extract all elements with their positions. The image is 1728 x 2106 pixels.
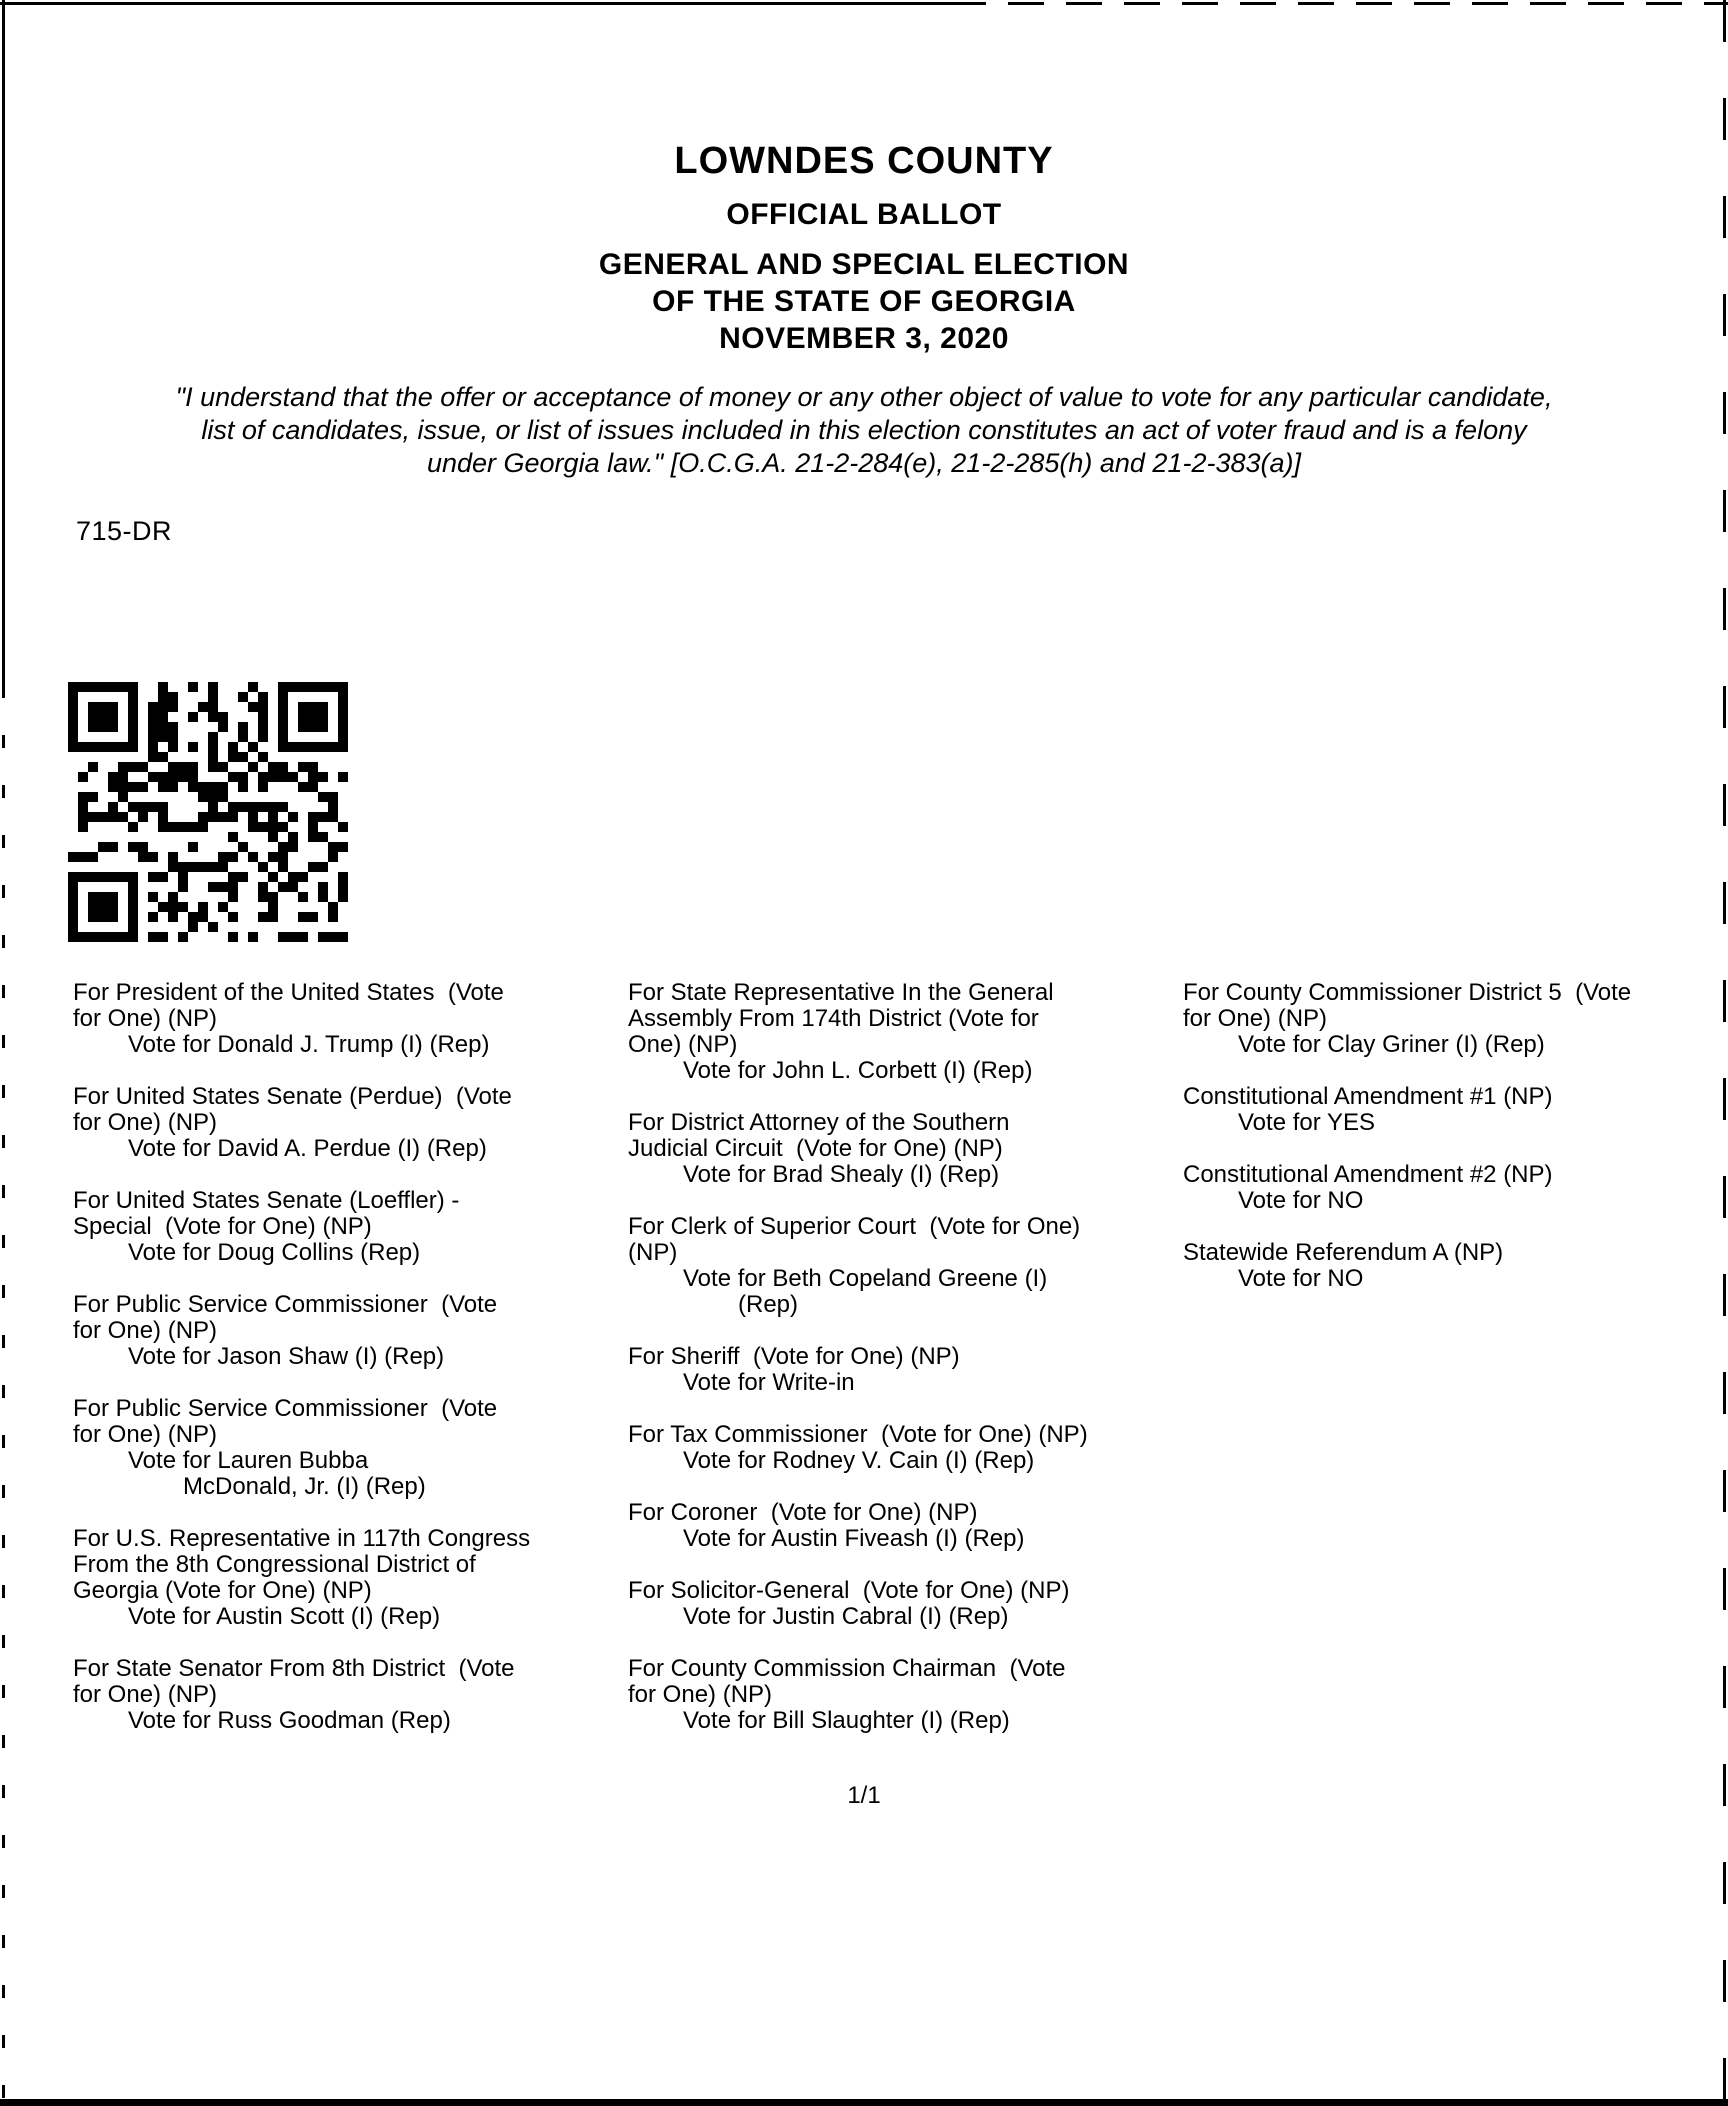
contest-title-line: for One) (NP) xyxy=(73,1421,218,1448)
vote-selection-line: Vote for NO xyxy=(1238,1265,1364,1292)
fraud-notice-line: "I understand that the offer or acceptance of money or any other object of value to vote for any particular candidate, xyxy=(175,382,1553,412)
contest-title-line: For District Attorney of the Southern xyxy=(628,1109,1010,1136)
vote-selection-line: Vote for Russ Goodman (Rep) xyxy=(128,1707,451,1734)
contest-title-line: Georgia (Vote for One) (NP) xyxy=(73,1577,372,1604)
contest-title-line: Judicial Circuit (Vote for One) (NP) xyxy=(628,1135,1003,1162)
contest-title-line: for One) (NP) xyxy=(73,1109,218,1136)
contest-block xyxy=(1183,980,1728,1058)
contest-title-line: For President of the United States (Vote xyxy=(73,979,504,1006)
page-edge-bottom-bar xyxy=(0,2099,1728,2106)
contest-column-1 xyxy=(73,980,633,1760)
page-edge-top-dashed xyxy=(950,2,1728,5)
vote-selection-line: Vote for Lauren Bubba xyxy=(128,1447,369,1474)
election-title-line: GENERAL AND SPECIAL ELECTION xyxy=(598,248,1130,281)
contest-block xyxy=(73,1526,633,1630)
vote-selection-line: Vote for Jason Shaw (I) (Rep) xyxy=(128,1343,445,1370)
page-number: 1/1 xyxy=(847,1782,881,1809)
contest-title-line: Constitutional Amendment #2 (NP) xyxy=(1183,1161,1553,1188)
contest-title-line: for One) (NP) xyxy=(628,1681,773,1708)
contest-title-line: For State Senator From 8th District (Vote xyxy=(73,1655,515,1682)
contest-title-line: Statewide Referendum A (NP) xyxy=(1183,1239,1504,1266)
contest-block xyxy=(1183,1162,1728,1214)
vote-selection-line: (Rep) xyxy=(738,1291,799,1318)
contest-column-3 xyxy=(1183,980,1728,1318)
vote-selection-line: Vote for YES xyxy=(1238,1109,1375,1136)
contest-block xyxy=(73,1084,633,1162)
fraud-notice-line: list of candidates, issue, or list of issues included in this election constitutes an act of voter fraud and is a felony xyxy=(201,415,1527,445)
vote-selection-line: Vote for David A. Perdue (I) (Rep) xyxy=(128,1135,487,1162)
contest-title-line: Special (Vote for One) (NP) xyxy=(73,1213,372,1240)
vote-selection-line: Vote for Austin Fiveash (I) (Rep) xyxy=(683,1525,1025,1552)
election-title-line: NOVEMBER 3, 2020 xyxy=(719,322,1009,355)
contest-block xyxy=(1183,1240,1728,1292)
contest-block xyxy=(628,1422,1188,1474)
contest-title-line: For Tax Commissioner (Vote for One) (NP) xyxy=(628,1421,1088,1448)
contest-title-line: For Sheriff (Vote for One) (NP) xyxy=(628,1343,960,1370)
contest-column-2 xyxy=(628,980,1188,1760)
vote-selection-line: Vote for NO xyxy=(1238,1187,1364,1214)
contest-title-line: For U.S. Representative in 117th Congress xyxy=(73,1525,531,1552)
ballot-style-code: 715-DR xyxy=(76,516,173,546)
vote-selection-line: Vote for Write-in xyxy=(683,1369,855,1396)
vote-selection-line: McDonald, Jr. (I) (Rep) xyxy=(183,1473,426,1500)
contest-block xyxy=(73,980,633,1058)
contest-title-line: for One) (NP) xyxy=(1183,1005,1328,1032)
contest-title-line: for One) (NP) xyxy=(73,1681,218,1708)
contest-block xyxy=(628,1110,1188,1188)
contest-block xyxy=(73,1188,633,1266)
vote-selection-line: Vote for Bill Slaughter (I) (Rep) xyxy=(683,1707,1010,1734)
county-title: LOWNDES COUNTY xyxy=(674,140,1054,182)
contest-block xyxy=(628,980,1188,1084)
contest-title-line: For Solicitor-General (Vote for One) (NP) xyxy=(628,1577,1070,1604)
contest-columns xyxy=(0,980,1728,1800)
ballot-title: OFFICIAL BALLOT xyxy=(726,198,1002,231)
vote-selection-line: Vote for Clay Griner (I) (Rep) xyxy=(1238,1031,1545,1058)
contest-block xyxy=(628,1214,1188,1318)
contest-title-line: For Clerk of Superior Court (Vote for One) xyxy=(628,1213,1081,1240)
fraud-notice-line: under Georgia law." [O.C.G.A. 21-2-284(e), 21-2-285(h) and 21-2-383(a)] xyxy=(426,448,1302,478)
contest-block xyxy=(73,1396,633,1500)
vote-selection-line: Vote for Beth Copeland Greene (I) xyxy=(683,1265,1048,1292)
vote-selection-line: Vote for Austin Scott (I) (Rep) xyxy=(128,1603,441,1630)
page-edge-top-solid xyxy=(0,2,950,5)
contest-block xyxy=(628,1656,1188,1734)
contest-block xyxy=(628,1578,1188,1630)
contest-block xyxy=(1183,1084,1728,1136)
contest-title-line: Constitutional Amendment #1 (NP) xyxy=(1183,1083,1553,1110)
vote-selection-line: Vote for Justin Cabral (I) (Rep) xyxy=(683,1603,1009,1630)
election-title-line: OF THE STATE OF GEORGIA xyxy=(652,285,1076,318)
contest-block xyxy=(628,1500,1188,1552)
contest-title-line: For County Commission Chairman (Vote xyxy=(628,1655,1066,1682)
contest-title-line: For Public Service Commissioner (Vote xyxy=(73,1395,498,1422)
vote-selection-line: Vote for John L. Corbett (I) (Rep) xyxy=(683,1057,1033,1084)
contest-title-line: From the 8th Congressional District of xyxy=(73,1551,476,1578)
contest-block xyxy=(73,1292,633,1370)
contest-title-line: Assembly From 174th District (Vote for xyxy=(628,1005,1039,1032)
contest-block xyxy=(628,1344,1188,1396)
contest-title-line: For United States Senate (Perdue) (Vote xyxy=(73,1083,512,1110)
contest-title-line: One) (NP) xyxy=(628,1031,738,1058)
contest-title-line: For Public Service Commissioner (Vote xyxy=(73,1291,498,1318)
contest-title-line: for One) (NP) xyxy=(73,1317,218,1344)
vote-selection-line: Vote for Doug Collins (Rep) xyxy=(128,1239,421,1266)
vote-selection-line: Vote for Brad Shealy (I) (Rep) xyxy=(683,1161,1000,1188)
qr-code-icon xyxy=(68,682,348,942)
election-title xyxy=(0,246,1728,357)
contest-title-line: For Coroner (Vote for One) (NP) xyxy=(628,1499,978,1526)
contest-block xyxy=(73,1656,633,1734)
contest-title-line: for One) (NP) xyxy=(73,1005,218,1032)
vote-selection-line: Vote for Rodney V. Cain (I) (Rep) xyxy=(683,1447,1035,1474)
fraud-notice xyxy=(0,381,1728,480)
contest-title-line: For United States Senate (Loeffler) - xyxy=(73,1187,460,1214)
contest-title-line: (NP) xyxy=(628,1239,678,1266)
vote-selection-line: Vote for Donald J. Trump (I) (Rep) xyxy=(128,1031,490,1058)
contest-title-line: For County Commissioner District 5 (Vote xyxy=(1183,979,1632,1006)
contest-title-line: For State Representative In the General xyxy=(628,979,1054,1006)
